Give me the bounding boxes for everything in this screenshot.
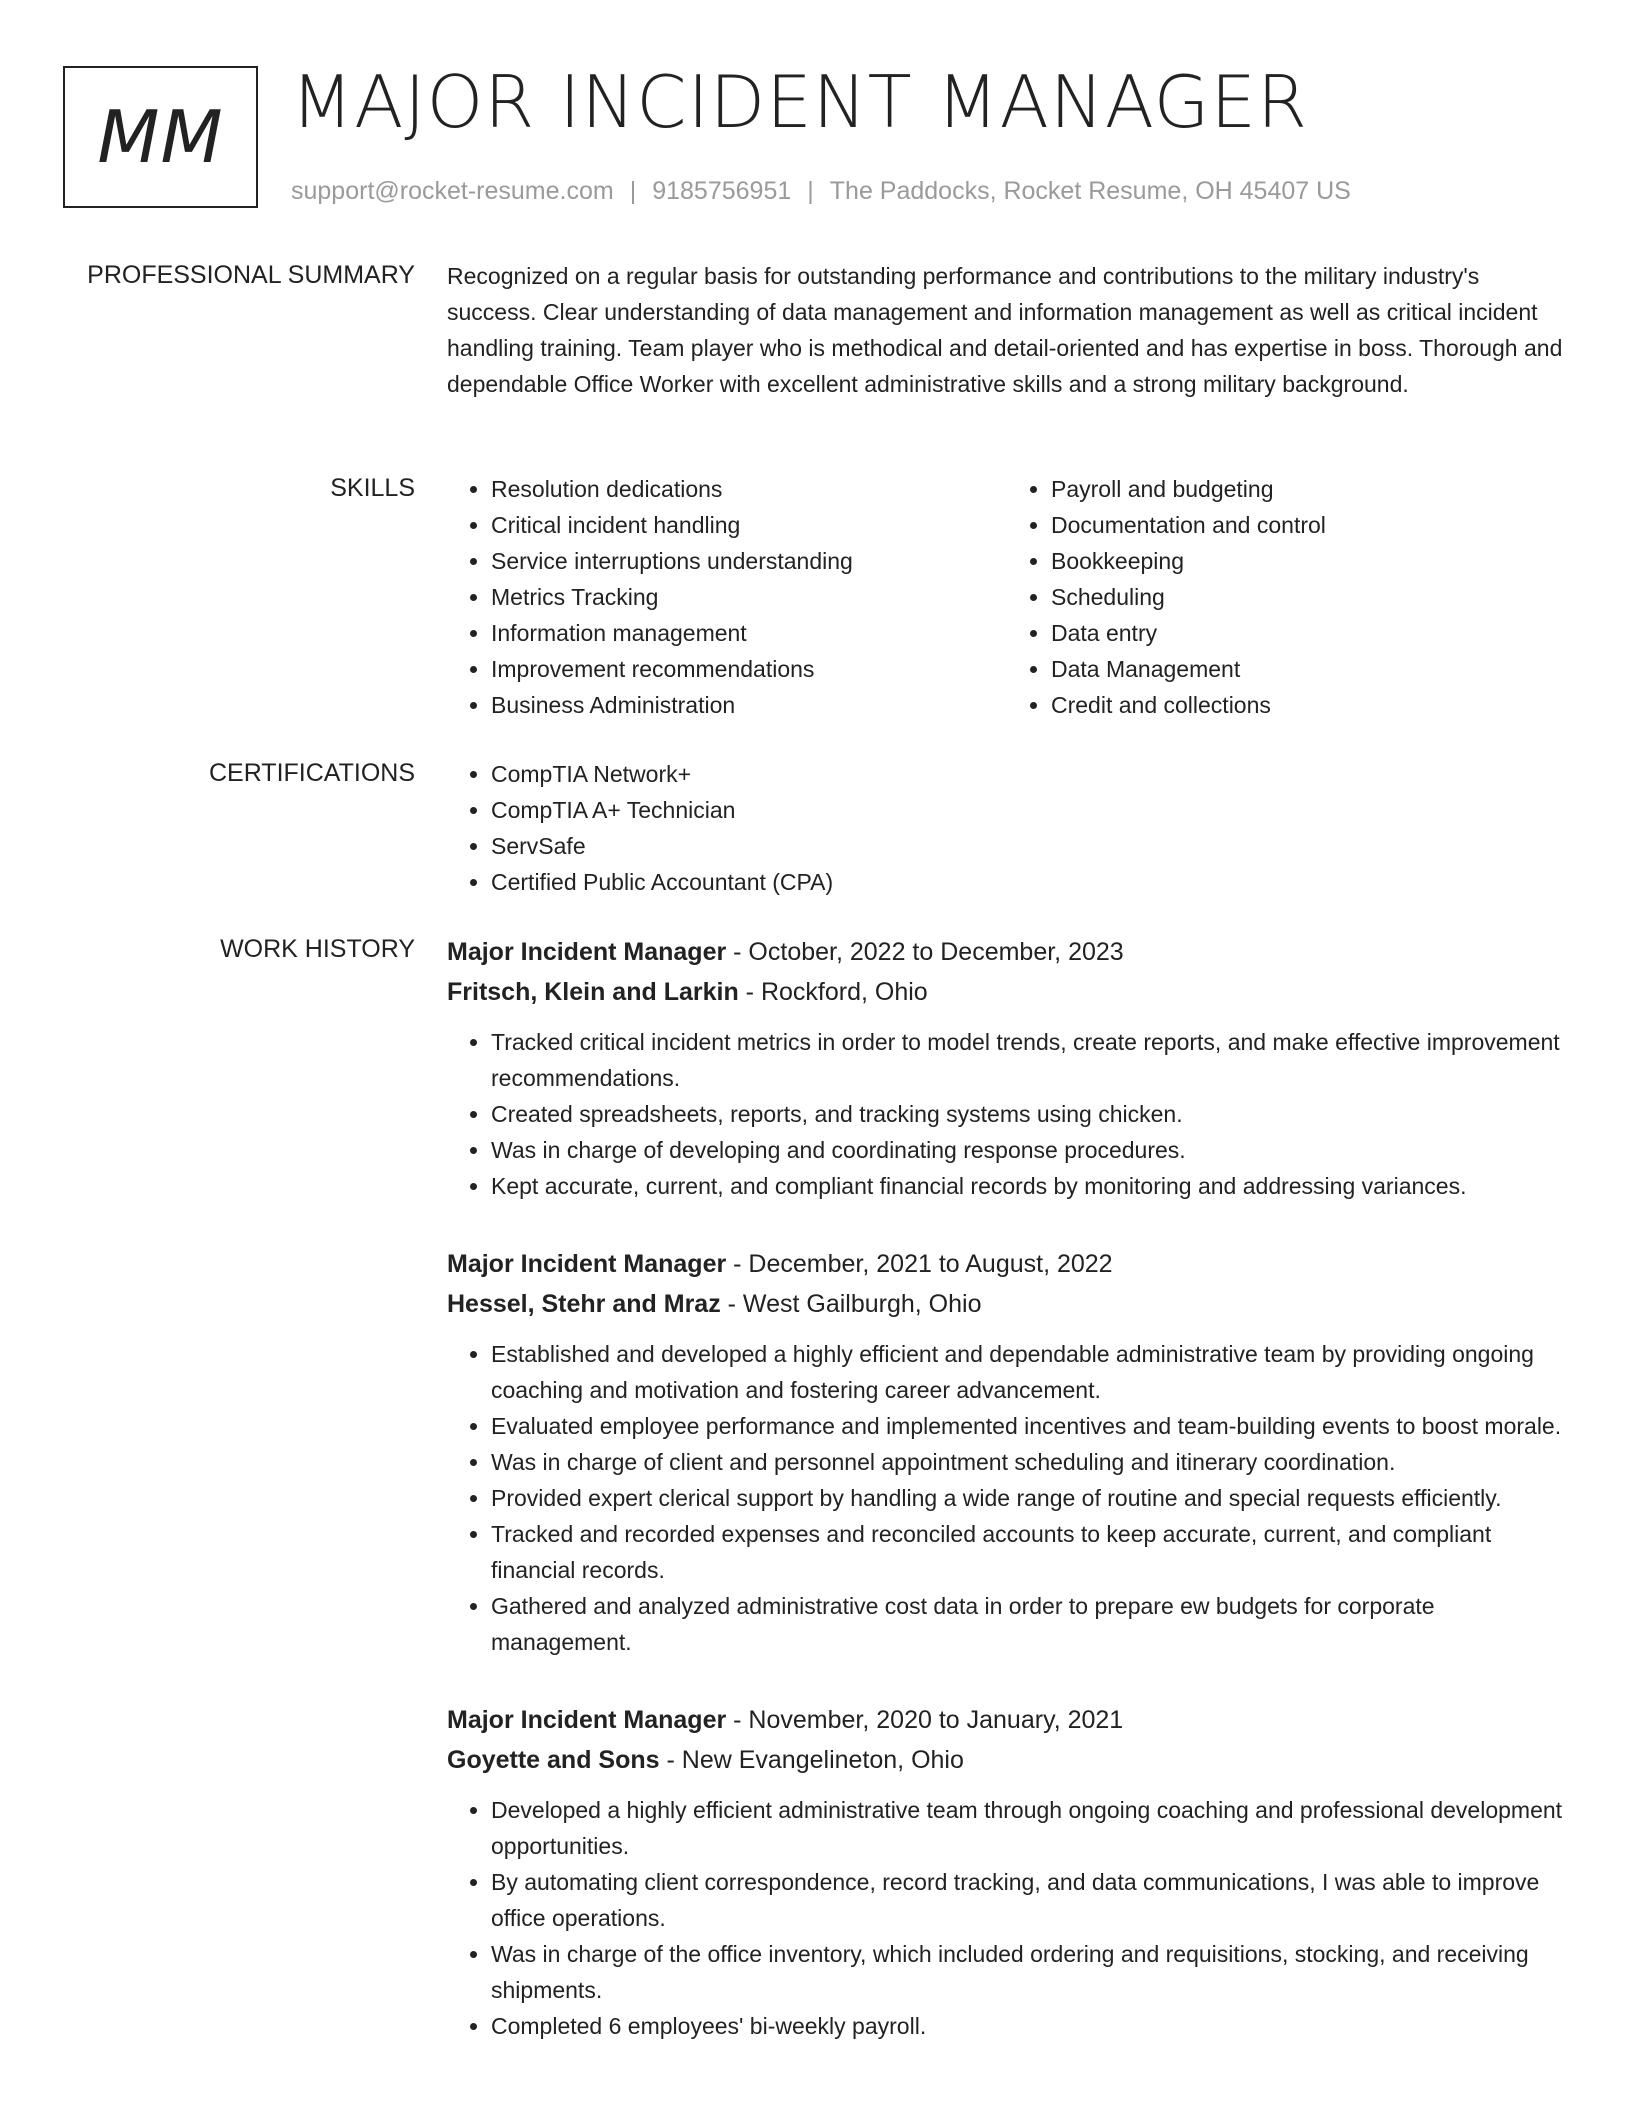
summary-text: Recognized on a regular basis for outstanding performance and contributions to the military industry's success. Clear understanding of data management and information management as well as critical incident handling training. Team player who is methodical and detail-oriented and has expertise in boss. Thorough and dependable Office Worker with excellent administrative skills and a strong military background.: [447, 263, 1563, 397]
section-label: CERTIFICATIONS: [208, 759, 415, 787]
job-entry: [447, 1700, 1567, 2044]
section-label: WORK HISTORY: [220, 935, 415, 963]
job-dates: - October, 2022 to December, 2023: [726, 938, 1124, 966]
page-title: MAJOR INCIDENT MANAGER: [291, 60, 1308, 144]
certification-item: • ServSafe: [491, 828, 1567, 864]
job-location: - Rockford, Ohio: [738, 978, 928, 1006]
job-bullet: • By automating client correspondence, record tracking, and data communications, I was able to improve office operations.: [491, 1864, 1567, 1936]
skill-item: • Information management: [491, 615, 1007, 651]
skill-item: • Business Administration: [491, 687, 1007, 723]
phone-number: 9185756951: [652, 177, 792, 205]
job-title: Major Incident Manager: [447, 938, 727, 966]
job-bullet: • Was in charge of developing and coordinating response procedures.: [491, 1132, 1567, 1168]
skill-item: • Bookkeeping: [1051, 543, 1567, 579]
skill-item: • Improvement recommendations: [491, 651, 1007, 687]
job-entry: [447, 1244, 1567, 1660]
certification-item: • CompTIA A+ Technician: [491, 792, 1567, 828]
job-employer: [447, 1284, 1567, 1324]
job-location: - New Evangelineton, Ohio: [659, 1746, 964, 1774]
job-bullet: • Was in charge of client and personnel appointment scheduling and itinerary coordination.: [491, 1444, 1567, 1480]
skills-list-col2: [1007, 471, 1567, 723]
skill-item: • Credit and collections: [1051, 687, 1567, 723]
skill-item: • Data Management: [1051, 651, 1567, 687]
skill-item: • Payroll and budgeting: [1051, 471, 1567, 507]
job-title: Major Incident Manager: [447, 1250, 727, 1278]
separator: |: [629, 177, 637, 205]
skill-item: • Data entry: [1051, 615, 1567, 651]
job-bullet: • Tracked critical incident metrics in order to model trends, create reports, and make effective improvement recommendations.: [491, 1024, 1567, 1096]
job-bullet: • Tracked and recorded expenses and reconciled accounts to keep accurate, current, and compliant financial records.: [491, 1516, 1567, 1588]
skills-list-col1: [447, 471, 1007, 723]
email-link[interactable]: support@rocket-resume.com: [291, 177, 614, 205]
skill-item: • Resolution dedications: [491, 471, 1007, 507]
monogram-logo: MM: [63, 66, 258, 208]
job-bullet: • Kept accurate, current, and compliant financial records by monitoring and addressing variances.: [491, 1168, 1567, 1204]
job-header: [447, 932, 1567, 972]
job-bullet: • Completed 6 employees' bi-weekly payroll.: [491, 2008, 1567, 2044]
company-name: Hessel, Stehr and Mraz: [447, 1290, 721, 1318]
separator: |: [807, 177, 814, 205]
job-title: Major Incident Manager: [447, 1706, 727, 1734]
job-bullet: • Was in charge of the office inventory, which included ordering and requisitions, stocking, and receiving shipments.: [491, 1936, 1567, 2008]
company-name: Goyette and Sons: [447, 1746, 660, 1774]
job-header: [447, 1244, 1567, 1284]
job-bullet: • Gathered and analyzed administrative cost data in order to prepare ew budgets for corporate management.: [491, 1588, 1567, 1660]
certification-item: • CompTIA Network+: [491, 756, 1567, 792]
job-bullet: • Developed a highly efficient administrative team through ongoing coaching and professional development opportunities.: [491, 1792, 1567, 1864]
section-label: SKILLS: [330, 474, 415, 502]
company-name: Fritsch, Klein and Larkin: [447, 978, 739, 1006]
skill-item: • Metrics Tracking: [491, 579, 1007, 615]
job-bullets: [447, 1792, 1567, 2044]
job-bullet: • Created spreadsheets, reports, and tracking systems using chicken.: [491, 1096, 1567, 1132]
contact-line: [291, 174, 1351, 208]
job-employer: [447, 972, 1567, 1012]
job-bullets: [447, 1336, 1567, 1660]
job-bullets: [447, 1024, 1567, 1204]
job-employer: [447, 1740, 1567, 1780]
skill-item: • Scheduling: [1051, 579, 1567, 615]
skill-item: • Documentation and control: [1051, 507, 1567, 543]
job-bullet: • Provided expert clerical support by handling a wide range of routine and special requests efficiently.: [491, 1480, 1567, 1516]
job-bullet: • Evaluated employee performance and implemented incentives and team-building events to boost morale.: [491, 1408, 1567, 1444]
skill-item: • Critical incident handling: [491, 507, 1007, 543]
section-label: PROFESSIONAL SUMMARY: [87, 261, 415, 289]
skill-item: • Service interruptions understanding: [491, 543, 1007, 579]
job-dates: - November, 2020 to January, 2021: [726, 1706, 1124, 1734]
job-location: - West Gailburgh, Ohio: [720, 1290, 982, 1318]
job-entry: [447, 932, 1567, 1204]
address: The Paddocks, Rocket Resume, OH 45407 US: [829, 177, 1351, 205]
job-bullet: • Established and developed a highly efficient and dependable administrative team by providing ongoing coaching and motivation and fostering career advancement.: [491, 1336, 1567, 1408]
certifications-list: [447, 756, 1567, 900]
job-header: [447, 1700, 1567, 1740]
certification-item: • Certified Public Accountant (CPA): [491, 864, 1567, 900]
job-dates: - December, 2021 to August, 2022: [726, 1250, 1113, 1278]
